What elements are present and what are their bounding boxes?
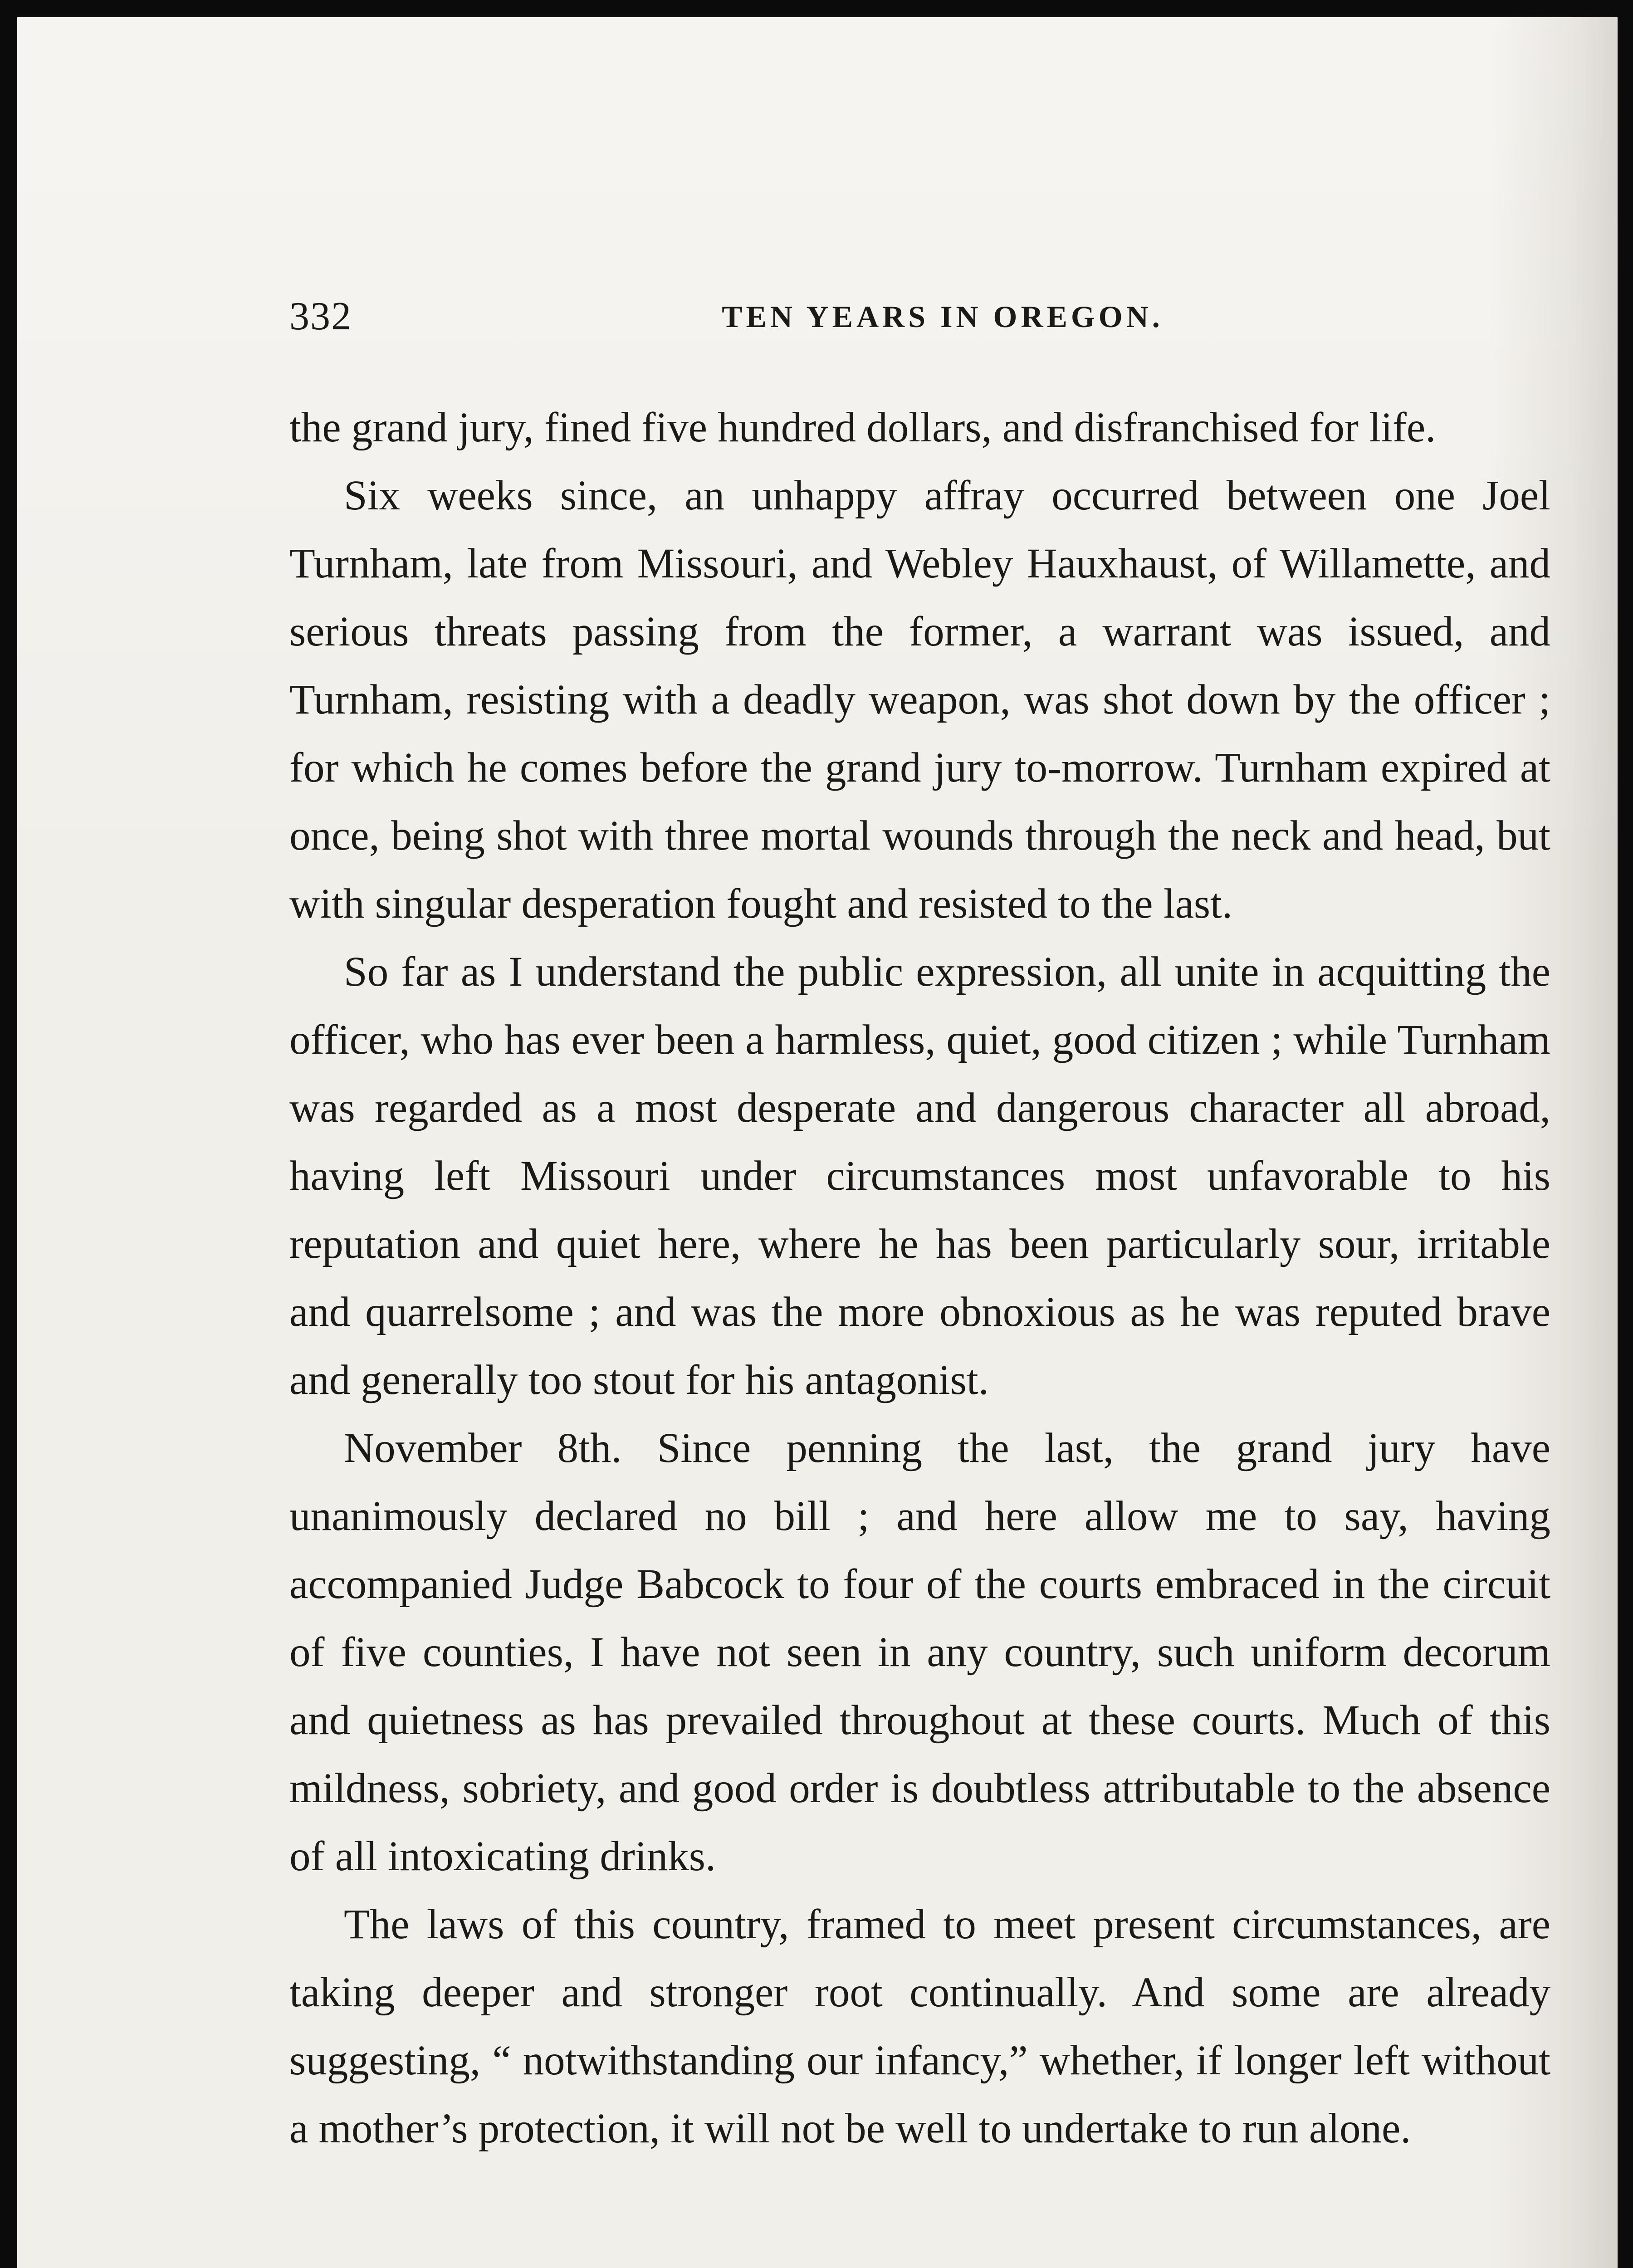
paragraph-affray: Six weeks since, an unhappy affray occurred between one Joel Turnham, late from Missouri, and Webley Hauxhaust, of Willamette, and serious threats passing from the former, a warrant was issued, and Turnham, resisting with a deadly weapon, was shot down by the officer ; for which he comes before the grand jury to-morrow. Turnham expired at once, being shot with three mortal wounds through the neck and head, but with singular desperation fought and resisted to the last. — [289, 472, 1550, 927]
paragraph-public-expression: So far as I understand the public expression, all unite in acquitting the officer, who has ever been a harmless, quiet, good citizen ; while Turnham was regarded as a most desperate and dangerous character all abroad, having left Missouri under circumstances most unfavorable to his reputation and quiet here, where he has been particularly sour, irritable and quarrelsome ; and was the more obnoxious as he was reputed brave and generally too stout for his antagonist. — [289, 948, 1550, 1403]
page-header — [289, 289, 1523, 344]
book-page — [17, 17, 1618, 2268]
paragraph-continued: the grand jury, fined five hundred dollars, and disfranchised for life. — [289, 404, 1436, 451]
paragraph-november-8th: November 8th. Since penning the last, the grand jury have unanimously declared no bill ; and here allow me to say, having accompanied Judge Babcock to four of the courts embraced in the circuit of five counties, I have not seen in any country, such uniform decorum and quietness as has prevailed throughout at these courts. Much of this mildness, sobriety, and good order is doubtless attributable to the absence of all intoxicating drinks. — [289, 1425, 1550, 1880]
running-title: TEN YEARS IN OREGON. — [722, 299, 1164, 334]
body-text — [289, 394, 1550, 2163]
page-number: 332 — [289, 294, 352, 338]
paragraph-laws: The laws of this country, framed to meet present circumstances, are taking deeper and stronger root continually. And some are already suggesting, “ notwithstanding our infancy,” whether, if longer left without a mother’s protection, it will not be well to undertake to run alone. — [289, 1901, 1550, 2152]
